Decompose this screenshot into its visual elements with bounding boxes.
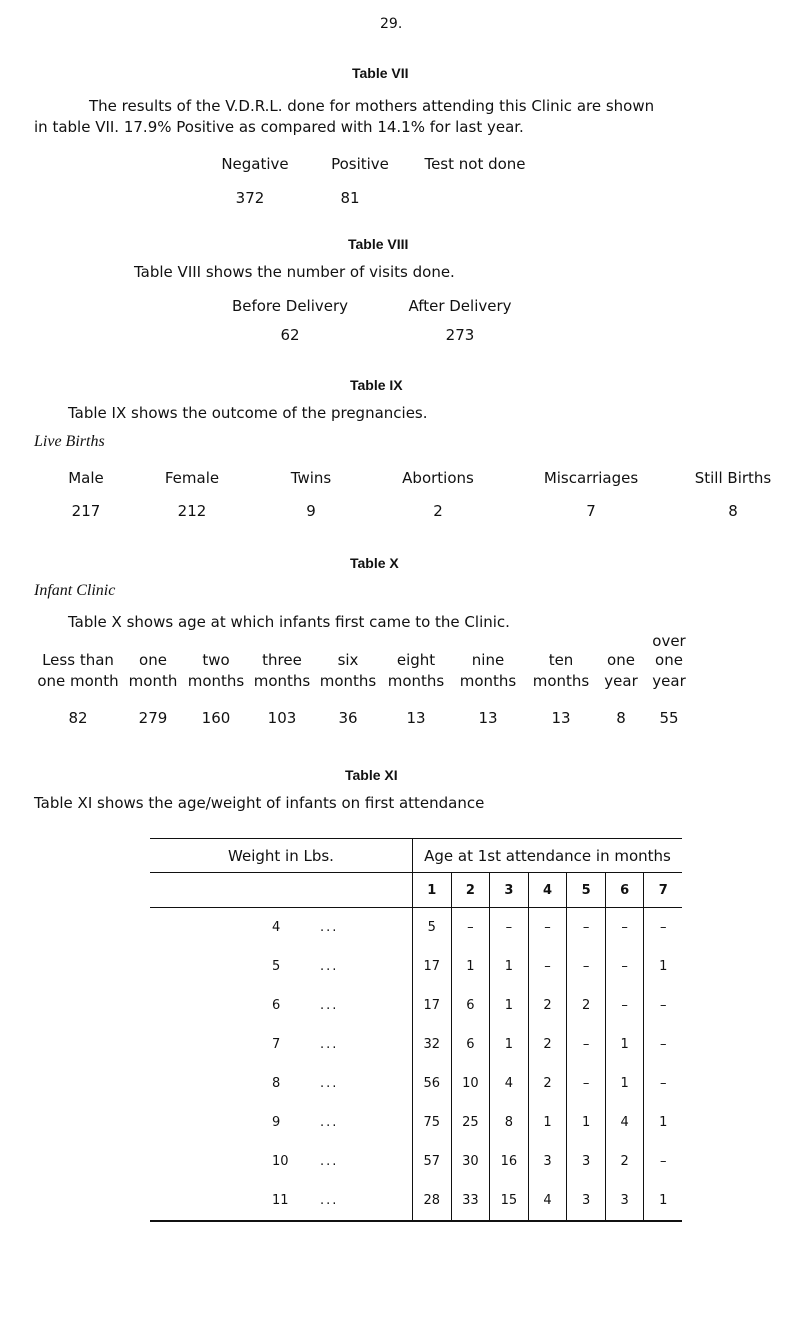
leader-dots: ... (320, 1193, 339, 1208)
weight-cell (150, 1064, 412, 1103)
table10-title: Table X (350, 555, 399, 571)
table-row (150, 1025, 682, 1064)
cell-month-3: 1 (490, 986, 529, 1025)
t10-bot-4: months (319, 672, 377, 690)
table7-headers (200, 155, 540, 173)
table-row (150, 908, 682, 948)
table-row (150, 1064, 682, 1103)
cell-month-2: 1 (451, 947, 490, 986)
cell-month-6: 1 (605, 1025, 644, 1064)
cell-month-7: – (644, 908, 682, 948)
cell-month-5: 3 (567, 1142, 606, 1181)
leader-dots: ... (320, 920, 339, 935)
cell-month-7: – (644, 1142, 682, 1181)
t10-bot-1: month (128, 672, 178, 690)
weight-value: 9 (272, 1115, 281, 1130)
table9-header-abortions: Abortions (402, 469, 474, 487)
cell-month-4: 2 (528, 986, 567, 1025)
cell-month-5: – (567, 1064, 606, 1103)
cell-month-6: – (605, 986, 644, 1025)
t10-bot-0: one month (37, 672, 119, 690)
table7-value-positive: 81 (340, 189, 360, 207)
leader-dots: ... (320, 959, 339, 974)
table7-value-negative: 372 (235, 189, 265, 207)
t10-mid-0: Less than (42, 651, 114, 669)
table9-value-female: 212 (177, 502, 207, 520)
table10-text: Table X shows age at which infants first came to the Clinic. (68, 613, 510, 631)
table9-values (40, 502, 790, 520)
cell-month-1: 57 (412, 1142, 451, 1181)
cell-month-6: 2 (605, 1142, 644, 1181)
table10-header-mid (34, 651, 694, 669)
weight-value: 4 (272, 920, 281, 935)
month-header-2: 2 (451, 873, 490, 908)
weight-value: 7 (272, 1037, 281, 1052)
weight-value: 10 (272, 1154, 289, 1169)
t10-bot-7: months (532, 672, 590, 690)
table9-header-female: Female (164, 469, 220, 487)
t10-bot-5: months (387, 672, 445, 690)
cell-month-2: 33 (451, 1181, 490, 1221)
leader-dots: ... (320, 1037, 339, 1052)
month-header-3: 3 (490, 873, 529, 908)
table7-text-line1: The results of the V.D.R.L. done for mothers attending this Clinic are shown (89, 97, 655, 115)
month-header-4: 4 (528, 873, 567, 908)
cell-month-4: 2 (528, 1064, 567, 1103)
table7-title: Table VII (352, 65, 409, 81)
t10-mid-1: one (139, 651, 167, 669)
table8-header-before: Before Delivery (231, 297, 349, 315)
cell-month-2: 30 (451, 1142, 490, 1181)
table9-header-twins: Twins (290, 469, 332, 487)
t10-top-9: over (652, 632, 686, 650)
table-row (150, 986, 682, 1025)
t10-val-8: 8 (616, 709, 626, 727)
cell-month-5: – (567, 1025, 606, 1064)
t10-mid-4: six (337, 651, 359, 669)
cell-month-3: 1 (490, 947, 529, 986)
cell-month-1: 5 (412, 908, 451, 948)
t10-top-2 (184, 632, 248, 650)
cell-month-3: 16 (490, 1142, 529, 1181)
infant-clinic-label: Infant Clinic (34, 582, 116, 599)
t10-val-4: 36 (338, 709, 358, 727)
t10-top-7 (524, 632, 598, 650)
age-column-header: Age at 1st attendance in months (412, 839, 682, 873)
table8-headers (210, 297, 550, 315)
cell-month-1: 17 (412, 986, 451, 1025)
t10-mid-9: one (655, 651, 683, 669)
table9-value-twins: 9 (306, 502, 316, 520)
cell-month-7: – (644, 1064, 682, 1103)
t10-top-3 (248, 632, 316, 650)
weight-cell (150, 986, 412, 1025)
table9-headers (40, 469, 790, 487)
cell-month-4: 4 (528, 1181, 567, 1221)
cell-month-6: – (605, 908, 644, 948)
weight-value: 8 (272, 1076, 281, 1091)
t10-val-5: 13 (406, 709, 426, 727)
t10-top-8 (598, 632, 644, 650)
t10-val-3: 103 (267, 709, 297, 727)
weight-cell (150, 947, 412, 986)
cell-month-3: 8 (490, 1103, 529, 1142)
table7-values (200, 189, 530, 207)
cell-month-7: 1 (644, 1103, 682, 1142)
cell-month-4: 2 (528, 1025, 567, 1064)
weight-subheader-blank (150, 873, 412, 908)
t10-mid-5: eight (396, 651, 436, 669)
t10-bot-3: months (253, 672, 311, 690)
table7-header-negative: Negative (221, 155, 289, 173)
cell-month-2: 6 (451, 986, 490, 1025)
t10-val-7: 13 (551, 709, 571, 727)
weight-cell (150, 1103, 412, 1142)
t10-top-0 (34, 632, 122, 650)
cell-month-6: 3 (605, 1181, 644, 1221)
cell-month-2: 25 (451, 1103, 490, 1142)
cell-month-3: – (490, 908, 529, 948)
table7-header-not-done: Test not done (424, 155, 526, 173)
leader-dots: ... (320, 998, 339, 1013)
t10-bot-8: year (604, 672, 638, 690)
table11-text: Table XI shows the age/weight of infants on first attendance (34, 794, 485, 812)
cell-month-3: 4 (490, 1064, 529, 1103)
t10-mid-2: two (202, 651, 230, 669)
t10-val-1: 279 (138, 709, 168, 727)
cell-month-5: 1 (567, 1103, 606, 1142)
table-row (150, 947, 682, 986)
t10-val-9: 55 (659, 709, 679, 727)
weight-cell (150, 1025, 412, 1064)
cell-month-6: 1 (605, 1064, 644, 1103)
page-number: 29. (380, 16, 403, 32)
t10-bot-2: months (187, 672, 245, 690)
cell-month-1: 17 (412, 947, 451, 986)
live-births-label: Live Births (34, 433, 105, 450)
table8-values (210, 326, 550, 344)
t10-top-4 (316, 632, 380, 650)
table9-value-still-births: 8 (728, 502, 738, 520)
table8-value-before: 62 (280, 326, 300, 344)
table7-value-not-done (400, 189, 530, 207)
cell-month-6: 4 (605, 1103, 644, 1142)
month-header-6: 6 (605, 873, 644, 908)
table7-header-positive: Positive (331, 155, 389, 173)
cell-month-4: – (528, 947, 567, 986)
table8-header-after: After Delivery (408, 297, 512, 315)
weight-cell (150, 908, 412, 948)
weight-value: 11 (272, 1193, 289, 1208)
t10-bot-9: year (652, 672, 686, 690)
cell-month-3: 15 (490, 1181, 529, 1221)
t10-mid-6: nine (471, 651, 505, 669)
t10-mid-7: ten (548, 651, 574, 669)
table-row (150, 1103, 682, 1142)
table7-text-line2: in table VII. 17.9% Positive as compared with 14.1% for last year. (34, 118, 524, 136)
cell-month-2: – (451, 908, 490, 948)
cell-month-7: – (644, 1025, 682, 1064)
table8-text: Table VIII shows the number of visits done. (134, 263, 455, 281)
table9-value-male: 217 (71, 502, 101, 520)
cell-month-4: 1 (528, 1103, 567, 1142)
table9-value-miscarriages: 7 (586, 502, 596, 520)
leader-dots: ... (320, 1076, 339, 1091)
table9-value-abortions: 2 (433, 502, 443, 520)
cell-month-6: – (605, 947, 644, 986)
t10-val-0: 82 (68, 709, 88, 727)
cell-month-4: – (528, 908, 567, 948)
weight-cell (150, 1181, 412, 1221)
table-row (150, 1142, 682, 1181)
cell-month-7: – (644, 986, 682, 1025)
table9-text: Table IX shows the outcome of the pregnancies. (68, 404, 428, 422)
cell-month-1: 75 (412, 1103, 451, 1142)
weight-value: 5 (272, 959, 281, 974)
table10-values (34, 709, 694, 727)
month-header-7: 7 (644, 873, 682, 908)
weight-value: 6 (272, 998, 281, 1013)
table8-title: Table VIII (348, 236, 409, 252)
month-header-1: 1 (412, 873, 451, 908)
cell-month-5: 3 (567, 1181, 606, 1221)
t10-val-2: 160 (201, 709, 231, 727)
weight-cell (150, 1142, 412, 1181)
table8-value-after: 273 (445, 326, 475, 344)
cell-month-4: 3 (528, 1142, 567, 1181)
table-row (150, 1181, 682, 1221)
leader-dots: ... (320, 1154, 339, 1169)
table9-header-still-births: Still Births (694, 469, 772, 487)
cell-month-2: 10 (451, 1064, 490, 1103)
t10-mid-3: three (262, 651, 302, 669)
cell-month-2: 6 (451, 1025, 490, 1064)
weight-column-header: Weight in Lbs. (150, 839, 412, 873)
table9-header-male: Male (68, 469, 104, 487)
t10-top-5 (380, 632, 452, 650)
t10-top-1 (122, 632, 184, 650)
leader-dots: ... (320, 1115, 339, 1130)
month-header-5: 5 (567, 873, 606, 908)
cell-month-1: 56 (412, 1064, 451, 1103)
cell-month-7: 1 (644, 947, 682, 986)
table11-grid (150, 838, 682, 1222)
cell-month-1: 28 (412, 1181, 451, 1221)
table10-header-top (34, 632, 694, 650)
cell-month-7: 1 (644, 1181, 682, 1221)
table9-header-miscarriages: Miscarriages (543, 469, 639, 487)
table9-title: Table IX (350, 377, 403, 393)
cell-month-5: 2 (567, 986, 606, 1025)
t10-top-6 (452, 632, 524, 650)
table11-title: Table XI (345, 767, 398, 783)
cell-month-3: 1 (490, 1025, 529, 1064)
t10-val-6: 13 (478, 709, 498, 727)
t10-bot-6: months (459, 672, 517, 690)
table10-header-bot (34, 672, 694, 690)
t10-mid-8: one (607, 651, 635, 669)
cell-month-5: – (567, 947, 606, 986)
table11-body (150, 908, 682, 1222)
cell-month-5: – (567, 908, 606, 948)
cell-month-1: 32 (412, 1025, 451, 1064)
